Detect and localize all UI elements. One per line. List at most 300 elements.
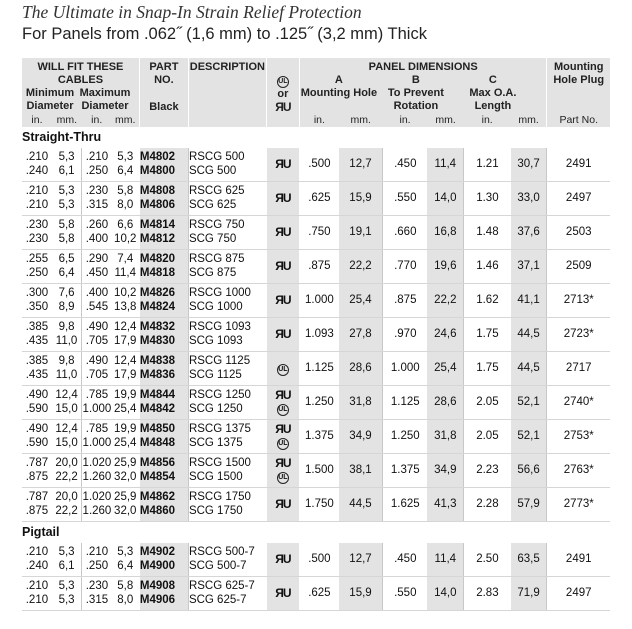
description-line: SCG 1750 [188,504,243,517]
min-diameter-in-line: .590 [25,436,49,449]
description-line: SCG 1375 [188,436,243,449]
min-diameter-in [22,216,52,250]
part-number [139,386,188,420]
part-number-line: M4806 [139,198,176,211]
description [188,284,266,318]
description-line: RSCG 1750 [188,491,251,503]
max-diameter-in-line: .785 [85,423,109,435]
plug-part-number: 2740* [547,386,610,420]
dim-c-in: 2.50 [464,543,511,577]
table-row [22,454,610,488]
plug-part-number: 2723* [547,318,610,352]
max-diameter-mm-line: 25,9 [114,457,137,469]
min-diameter-in [22,454,52,488]
dim-b-desc: To Prevent Rotation [387,87,444,112]
approval-symbols [266,454,299,488]
plug-part-number: 2717 [547,352,610,386]
dim-a-desc: Mounting Hole [300,87,378,99]
max-diameter-mm-line: 19,9 [114,389,137,401]
min-diameter-mm [52,318,82,352]
max-diameter-in [82,352,112,386]
min-diameter-mm-line: 11,0 [55,368,78,381]
page-subtitle: For Panels from .062˝ (1,6 mm) to .125˝ (3,2 mm) Thick [22,25,427,43]
dim-a-mm: 12,7 [339,543,383,577]
description-line: SCG 500-7 [188,559,247,572]
part-number-line: M4908 [139,580,176,592]
dim-a-label: A [334,74,343,86]
max-diameter-in-line: .210 [85,546,109,558]
part-no-small-header: Part No. [547,114,610,127]
approval-symbols [266,543,299,577]
dim-a-in: .500 [299,543,338,577]
max-diameter-mm-line: 13,8 [114,300,137,313]
max-diameter-in-line: .230 [85,580,109,592]
dim-b-label: B [411,74,420,86]
max-diameter-in-line: .210 [85,151,109,163]
dim-b-in: .875 [383,284,428,318]
max-diameter-mm-line: 5,3 [117,546,134,558]
min-diameter-mm [52,543,82,577]
dim-b-mm: 11,4 [427,543,463,577]
approval-symbols [266,284,299,318]
min-diameter-mm-line: 22,2 [55,470,78,483]
dim-a-mm: 15,9 [339,182,383,216]
part-number-line: M4832 [139,321,176,333]
max-diameter-in [82,420,112,454]
max-diameter-mm-line: 10,2 [114,287,137,299]
part-number-line: M4842 [139,402,176,415]
part-number [139,250,188,284]
plug-part-number: 2713* [547,284,610,318]
ru-recognized-icon: ЯU [275,586,291,600]
plug-part-number: 2503 [547,216,610,250]
max-diameter-in-line: .315 [85,198,109,211]
description [188,148,266,182]
description-line: SCG 500 [188,164,237,177]
dim-a-in: 1.250 [299,386,338,420]
description [188,488,266,522]
min-diameter-in [22,148,52,182]
max-diameter-mm-line: 19,9 [114,423,137,435]
description-line: RSCG 1093 [188,321,251,333]
approval-symbols [266,318,299,352]
min-diameter-mm-line: 5,3 [58,198,75,211]
dim-a-in: .875 [299,250,338,284]
max-diameter-in [82,543,112,577]
part-number [139,284,188,318]
dim-b-in: 1.375 [383,454,428,488]
description [188,352,266,386]
table-row [22,250,610,284]
description-line: RSCG 750 [188,219,245,231]
max-diameter-in-line: .490 [85,355,109,367]
ru-recognized-icon: ЯU [275,293,291,307]
dim-b-mm: 25,4 [427,352,463,386]
min-diameter-mm [52,250,82,284]
dim-b-mm: 14,0 [427,577,463,611]
part-number [139,543,188,577]
description [188,216,266,250]
description-line: SCG 625-7 [188,593,247,606]
max-diameter-in-line: 1.260 [82,504,112,517]
min-diameter-mm-line: 22,2 [55,504,78,517]
part-number-line: M4830 [139,334,176,347]
dim-c-in: 2.28 [464,488,511,522]
min-diameter-in-line: .590 [25,402,49,415]
dim-a-in: .625 [299,182,338,216]
dim-a-mm: 25,4 [339,284,383,318]
part-number-line: M4906 [139,593,176,606]
description-line: RSCG 1500 [188,457,251,469]
table-row [22,543,610,577]
max-diameter-mm [112,386,140,420]
dim-a-mm: 19,1 [339,216,383,250]
description-line: SCG 1125 [188,368,242,381]
dim-c-in: 1.75 [464,352,511,386]
max-diameter-mm [112,488,140,522]
max-diameter-in-line: .450 [85,266,109,279]
description-line: RSCG 625-7 [188,580,255,592]
plug-part-number: 2497 [547,577,610,611]
min-diameter-in-line: .230 [25,219,49,231]
description-line: SCG 1093 [188,334,243,347]
part-number [139,352,188,386]
unit-in: in. [82,114,112,127]
dim-c-mm: 63,5 [511,543,547,577]
min-diameter-header: Minimum Diameter [25,87,75,112]
min-diameter-in-line: .240 [25,164,49,177]
unit-mm: mm. [339,114,383,127]
max-diameter-in-line: .315 [85,593,109,606]
ru-recognized-icon: ЯU [275,422,291,436]
dim-c-mm: 37,1 [511,250,547,284]
dim-a-in: 1.125 [299,352,338,386]
max-diameter-mm-line: 8,0 [117,198,134,211]
max-diameter-mm-line: 32,0 [114,504,137,517]
part-number [139,420,188,454]
min-diameter-in-line: .255 [25,253,49,265]
min-diameter-in [22,318,52,352]
dim-b-in: 1.125 [383,386,428,420]
max-diameter-mm-line: 12,4 [114,355,137,367]
plug-part-number: 2509 [547,250,610,284]
dim-c-in: 1.46 [464,250,511,284]
approval-symbols [266,577,299,611]
min-diameter-mm [52,386,82,420]
max-diameter-mm [112,577,140,611]
max-diameter-mm [112,352,140,386]
description [188,386,266,420]
min-diameter-in-line: .385 [25,355,49,367]
dim-c-mm: 44,5 [511,352,547,386]
min-diameter-mm [52,182,82,216]
dim-c-mm: 44,5 [511,318,547,352]
description [188,250,266,284]
description-line: RSCG 1375 [188,423,251,435]
unit-mm: mm. [511,114,547,127]
max-diameter-mm-line: 11,4 [114,266,136,279]
max-diameter-mm [112,284,140,318]
dim-c-mm: 57,9 [511,488,547,522]
max-diameter-mm-line: 32,0 [114,470,137,483]
dim-c-in: 2.05 [464,386,511,420]
dim-c-in: 2.83 [464,577,511,611]
max-diameter-in-line: .400 [85,287,109,299]
max-diameter-in-line: .705 [85,334,109,347]
max-diameter-mm-line: 17,9 [114,368,137,381]
part-number-line: M4902 [139,546,176,558]
unit-mm: mm. [52,114,82,127]
min-diameter-mm [52,420,82,454]
description-line: RSCG 500 [188,151,245,163]
plug-part-number: 2491 [547,543,610,577]
max-diameter-in [82,318,112,352]
max-diameter-in-line: .705 [85,368,109,381]
max-diameter-in [82,216,112,250]
max-diameter-in [82,454,112,488]
unit-in: in. [299,114,338,127]
part-number-line: M4854 [139,470,176,483]
or-label: or [277,88,289,100]
min-diameter-mm-line: 5,3 [58,580,75,592]
dim-a-in: .500 [299,148,338,182]
table-row [22,386,610,420]
min-diameter-mm-line: 12,4 [55,389,78,401]
part-number-line: M4848 [139,436,176,449]
min-diameter-mm-line: 8,9 [58,300,75,313]
min-diameter-mm-line: 7,6 [58,287,75,299]
dim-b-mm: 31,8 [427,420,463,454]
min-diameter-in [22,420,52,454]
dim-c-mm: 41,1 [511,284,547,318]
min-diameter-mm-line: 20,0 [55,457,78,469]
dim-b-in: .550 [383,577,428,611]
max-diameter-mm-line: 17,9 [114,334,137,347]
section-title: Pigtail [22,525,60,539]
min-diameter-mm-line: 6,1 [58,164,75,177]
dim-a-mm: 15,9 [339,577,383,611]
part-number-line: M4814 [139,219,176,231]
dim-a-mm: 27,8 [339,318,383,352]
max-diameter-mm-line: 25,9 [114,491,137,503]
plug-part-number: 2753* [547,420,610,454]
unit-in: in. [383,114,428,127]
approval-symbols [266,488,299,522]
table-row [22,352,610,386]
approval-symbols [266,250,299,284]
table-body [22,127,610,611]
description [188,420,266,454]
ru-recognized-icon: ЯU [275,552,291,566]
min-diameter-in-line: .250 [25,266,49,279]
max-diameter-in-line: .290 [85,253,109,265]
dim-c-in: 1.21 [464,148,511,182]
dim-c-mm: 52,1 [511,386,547,420]
table-row [22,318,610,352]
max-diameter-in-line: 1.020 [82,457,112,469]
dim-c-mm: 52,1 [511,420,547,454]
dim-c-in: 1.48 [464,216,511,250]
description-line: RSCG 625 [188,185,245,197]
min-diameter-in-line: .300 [25,287,49,299]
min-diameter-mm [52,454,82,488]
dim-c-in: 1.30 [464,182,511,216]
description-line: SCG 1500 [188,470,243,483]
part-number-line: M4802 [139,151,176,163]
description [188,454,266,488]
dim-b-in: 1.000 [383,352,428,386]
min-diameter-mm-line: 9,8 [58,321,75,333]
description [188,543,266,577]
min-diameter-mm-line: 20,0 [55,491,78,503]
dim-c-mm: 71,9 [511,577,547,611]
part-number-line: M4800 [139,164,176,177]
dim-c-desc: Max O.A. Length [469,87,517,112]
ru-recognized-icon: ЯU [275,388,291,402]
max-diameter-in-line: .400 [85,232,109,245]
dim-b-in: .770 [383,250,428,284]
part-number-line: M4860 [139,504,176,517]
min-diameter-mm-line: 9,8 [58,355,75,367]
min-diameter-in-line: .435 [25,334,49,347]
min-diameter-in-line: .875 [25,470,49,483]
max-diameter-mm [112,454,140,488]
description-line: RSCG 500-7 [188,546,255,558]
dim-a-in: 1.500 [299,454,338,488]
min-diameter-in-line: .210 [25,580,49,592]
dim-a-in: 1.093 [299,318,338,352]
mounting-plug-header: Mounting Hole Plug [547,58,610,114]
part-number [139,577,188,611]
product-table [22,58,610,611]
min-diameter-mm-line: 5,3 [58,546,75,558]
section-header-row [22,522,610,544]
part-no-header: PART NO. [149,61,179,86]
dim-c-in: 2.05 [464,420,511,454]
min-diameter-in-line: .210 [25,198,49,211]
table-row [22,216,610,250]
max-diameter-in-line: 1.260 [82,470,112,483]
max-diameter-mm [112,420,140,454]
dim-b-mm: 11,4 [427,148,463,182]
dim-b-in: .450 [383,543,428,577]
max-diameter-mm-line: 8,0 [117,593,134,606]
dim-a-mm: 38,1 [339,454,383,488]
unit-mm: mm. [427,114,463,127]
dim-a-mm: 28,6 [339,352,383,386]
min-diameter-in-line: .210 [25,593,49,606]
min-diameter-mm [52,148,82,182]
max-diameter-mm-line: 7,4 [117,253,134,265]
min-diameter-mm-line: 5,3 [58,593,75,606]
description [188,318,266,352]
max-diameter-mm-line: 10,2 [114,232,137,245]
ru-header-icon: ЯU [275,100,291,114]
plug-part-number: 2773* [547,488,610,522]
dim-b-in: 1.250 [383,420,428,454]
min-diameter-mm-line: 12,4 [55,423,78,435]
max-diameter-mm-line: 5,8 [117,185,134,197]
max-diameter-mm [112,318,140,352]
dim-b-mm: 24,6 [427,318,463,352]
dim-a-mm: 12,7 [339,148,383,182]
part-number [139,318,188,352]
dim-b-in: 1.625 [383,488,428,522]
max-diameter-mm [112,250,140,284]
table-row [22,284,610,318]
min-diameter-in-line: .230 [25,232,49,245]
dim-c-in: 1.62 [464,284,511,318]
unit-mm: mm. [112,114,140,127]
table-row [22,148,610,182]
min-diameter-in-line: .490 [25,423,49,435]
part-number-line: M4836 [139,368,176,381]
dim-b-in: .970 [383,318,428,352]
description [188,577,266,611]
section-title: Straight-Thru [22,130,102,144]
unit-in: in. [22,114,52,127]
min-diameter-in-line: .240 [25,559,49,572]
min-diameter-mm-line: 15,0 [55,402,78,415]
min-diameter-in [22,182,52,216]
description-line: SCG 875 [188,266,237,279]
dim-a-in: 1.000 [299,284,338,318]
min-diameter-in-line: .787 [25,457,49,469]
max-diameter-mm [112,216,140,250]
dim-a-mm: 31,8 [339,386,383,420]
black-label: Black [149,101,179,113]
max-diameter-in [82,577,112,611]
dim-b-mm: 16,8 [427,216,463,250]
dim-a-mm: 22,2 [339,250,383,284]
dim-b-in: .660 [383,216,428,250]
min-diameter-in-line: .210 [25,151,49,163]
dim-b-mm: 34,9 [427,454,463,488]
part-number-line: M4818 [139,266,176,279]
max-diameter-mm-line: 6,4 [117,164,134,177]
max-diameter-in-line: .260 [85,219,109,231]
dim-b-mm: 28,6 [427,386,463,420]
ru-recognized-icon: ЯU [275,191,291,205]
page-title: The Ultimate in Snap-In Strain Relief Protection [22,2,362,22]
ul-listed-icon: UL [267,470,299,484]
min-diameter-in-line: .787 [25,491,49,503]
ul-header-icon: UL [267,74,299,88]
dim-b-mm: 19,6 [427,250,463,284]
min-diameter-mm [52,216,82,250]
min-diameter-mm-line: 11,0 [55,334,78,347]
ul-listed-icon: UL [267,362,299,376]
min-diameter-mm-line: 5,8 [58,232,75,245]
min-diameter-mm-line: 6,1 [58,559,75,572]
max-diameter-mm-line: 6,6 [117,219,134,231]
plug-part-number: 2491 [547,148,610,182]
min-diameter-mm-line: 6,4 [58,266,75,279]
ru-recognized-icon: ЯU [275,259,291,273]
panel-dimensions-header: PANEL DIMENSIONS [368,61,478,73]
table-row [22,577,610,611]
min-diameter-mm [52,577,82,611]
description [188,182,266,216]
min-diameter-in-line: .875 [25,504,49,517]
max-diameter-mm-line: 5,3 [117,151,134,163]
part-number-line: M4820 [139,253,176,265]
part-number-line: M4900 [139,559,176,572]
section-header-row [22,127,610,148]
part-number-line: M4862 [139,491,176,503]
approval-symbols [266,420,299,454]
ru-recognized-icon: ЯU [275,327,291,341]
